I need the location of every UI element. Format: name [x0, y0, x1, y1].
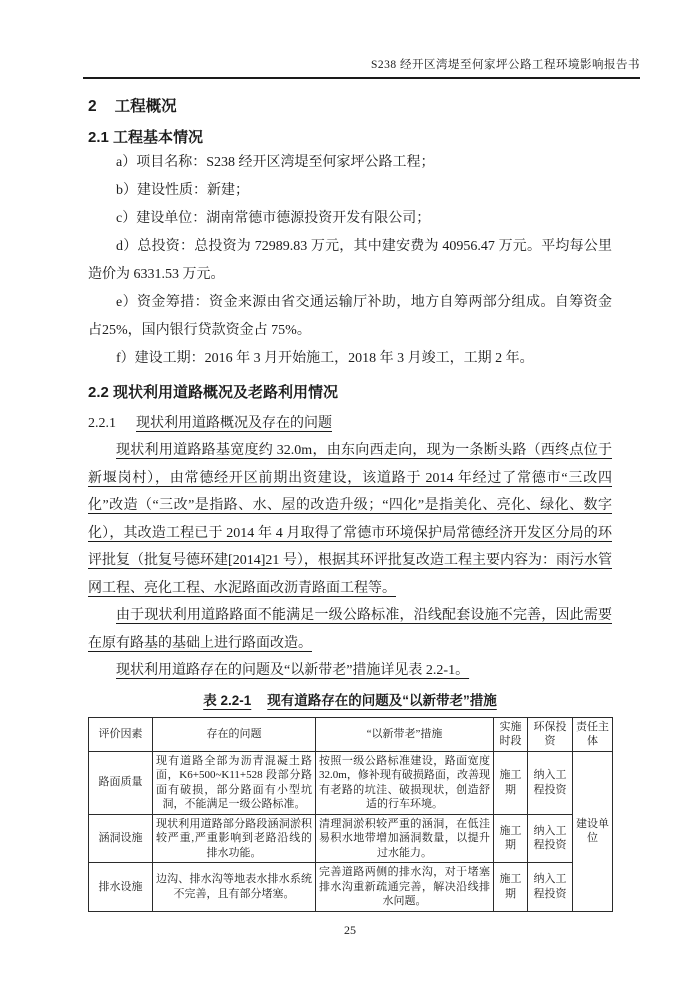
cell-measure: 清理洞淤积较严重的涵洞，在低洼易积水地带增加涵洞数量，以提升过水能力。 — [316, 814, 494, 863]
document-body — [88, 96, 612, 912]
cell-investment: 纳入工程投资 — [528, 751, 573, 814]
item-f: f）建设工期：2016 年 3 月开始施工，2018 年 3 月竣工，工期 2 年。 — [116, 351, 534, 366]
col-header-factor: 评价因素 — [89, 717, 153, 751]
table-row — [89, 863, 613, 912]
table-number: 表 2.2-1 — [203, 692, 252, 708]
cell-factor: 排水设施 — [89, 863, 153, 912]
problems-measures-table — [88, 717, 613, 912]
subsection-number: 2.2.1 — [88, 416, 116, 431]
col-header-problem: 存在的问题 — [153, 717, 316, 751]
cell-responsibility: 建设单位 — [573, 751, 613, 911]
subsection-heading-2-2-1 — [88, 411, 612, 437]
cell-measure: 完善道路两侧的排水沟，对于堵塞排水沟重新疏通完善，解决沿线排水问题。 — [316, 863, 494, 912]
section-heading-2-2: 2.2 现状利用道路概况及老路利用情况 — [88, 384, 339, 401]
paragraph-road-overview: 现状利用道路路基宽度约 32.0m，由东向西走向，现为一条断头路（西终点位于新堰岗村），由常德经开区前期出资建设，该道路于 2014 年经过了常德市“三改四化”改造（“三改”是指路、水、屋的改造升级；“四化”是指美化、亮化、绿化、数字化），其改造工程已于 2014 年 4 月取得了常德市环境保护局常德经济开发区分局的环评批复（批复号德环建[2014]21 号），根据其环评批复改造工程主要内容为：雨污水管网工程、亮化工程、水泥路面改沥青路面工程等。 — [88, 443, 612, 596]
section-heading-2-1: 2.1 工程基本情况 — [88, 129, 204, 146]
subsection-title: 现状利用道路概况及存在的问题 — [136, 416, 332, 431]
chapter-heading — [88, 96, 612, 118]
col-header-investment: 环保投资 — [528, 717, 573, 751]
table-row — [89, 751, 613, 814]
chapter-title: 工程概况 — [114, 98, 177, 115]
cell-phase: 施工期 — [494, 863, 528, 912]
cell-measure: 按照一级公路标准建设，路面宽度 32.0m，修补现有破损路面，改善现有老路的坑洼、破损现状，创造舒适的行车环境。 — [316, 751, 494, 814]
col-header-phase: 实施时段 — [494, 717, 528, 751]
cell-phase: 施工期 — [494, 751, 528, 814]
page-header — [83, 56, 640, 79]
item-a: a）项目名称：S238 经开区湾堤至何家坪公路工程； — [116, 155, 435, 170]
cell-investment: 纳入工程投资 — [528, 814, 573, 863]
cell-factor: 涵洞设施 — [89, 814, 153, 863]
page-number: 25 — [344, 923, 356, 937]
item-e: e）资金筹措：资金来源由省交通运输厅补助，地方自筹两部分组成。自筹资金占25%，国内银行贷款资金占 75%。 — [88, 295, 612, 338]
col-header-responsibility: 责任主体 — [573, 717, 613, 751]
cell-problem: 边沟、排水沟等地表水排水系统不完善，且有部分堵塞。 — [153, 863, 316, 912]
cell-factor: 路面质量 — [89, 751, 153, 814]
item-d: d）总投资：总投资为 72989.83 万元，其中建安费为 40956.47 万元。平均每公里造价为 6331.53 万元。 — [88, 239, 612, 282]
cell-problem: 现状利用道路部分路段涵洞淤积较严重,严重影响到老路沿线的排水功能。 — [153, 814, 316, 863]
item-c: c）建设单位：湖南常德市德源投资开发有限公司； — [116, 211, 431, 226]
table-title — [88, 691, 612, 711]
cell-phase: 施工期 — [494, 814, 528, 863]
paragraph-road-rebuild: 由于现状利用道路路面不能满足一级公路标准，沿线配套设施不完善，因此需要在原有路基的基础上进行路面改造。 — [88, 608, 612, 651]
item-b: b）建设性质：新建； — [116, 183, 249, 198]
cell-problem: 现有道路全部为沥青混凝土路面，K6+500~K11+528 段部分路面有破损，部分路面有小型坑洞，不能满足一级公路标准。 — [153, 751, 316, 814]
cell-investment: 纳入工程投资 — [528, 863, 573, 912]
chapter-number: 2 — [88, 98, 97, 115]
table-row — [89, 814, 613, 863]
table-caption: 现有道路存在的问题及“以新带老”措施 — [267, 692, 497, 708]
table-header-row — [89, 717, 613, 751]
paragraph-table-reference: 现状利用道路存在的问题及“以新带老”措施详见表 2.2-1。 — [116, 663, 470, 678]
header-title: S238 经开区湾堤至何家坪公路工程环境影响报告书 — [370, 59, 640, 71]
col-header-measure: “以新带老”措施 — [316, 717, 494, 751]
